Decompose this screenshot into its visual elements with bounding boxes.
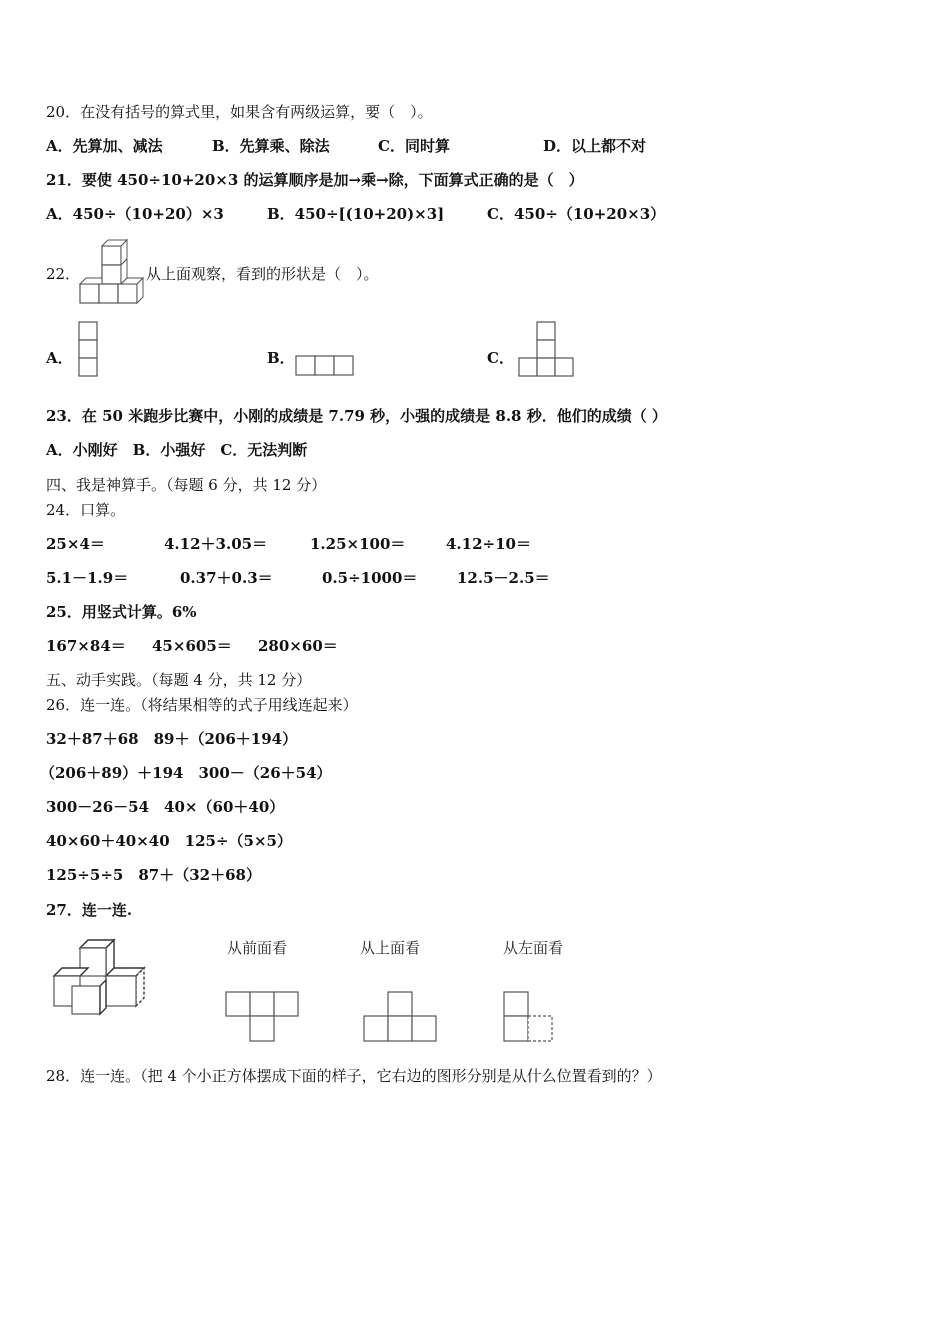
q20-stem: 20．在没有括号的算式里，如果含有两级运算，要（ ）。	[46, 103, 433, 121]
q26-row: 125÷5÷5 87＋（32＋68）	[46, 866, 261, 884]
q26-stem: 26．连一连。（将结果相等的式子用线连起来）	[46, 696, 358, 714]
q24-item: 12.5－2.5＝	[457, 569, 550, 587]
q25-stem: 25．用竖式计算。6%	[46, 603, 197, 621]
q22-stem: 从上面观察，看到的形状是（ ）。	[146, 265, 379, 283]
q24-item: 0.5÷1000＝	[322, 569, 418, 587]
q27-left-view-figure	[503, 990, 555, 1044]
q20-option-d: D．以上都不对	[543, 137, 647, 155]
q24-stem: 24．口算。	[46, 501, 126, 519]
q21-option-c: C．450÷（10+20×3）	[487, 205, 666, 223]
q23-stem: 23．在 50 米跑步比赛中，小刚的成绩是 7.79 秒，小强的成绩是 8.8 秒．他们的成绩（ ）	[46, 407, 667, 425]
q24-item: 25×4＝	[46, 535, 105, 553]
q27-cube-arrangement-figure	[50, 938, 152, 1018]
q26-row: 40×60＋40×40 125÷（5×5）	[46, 832, 292, 850]
q25-item: 45×605＝	[152, 637, 232, 655]
cube-stack	[80, 240, 143, 303]
q25-item: 167×84＝	[46, 637, 126, 655]
q22-option-b: B．	[267, 349, 295, 367]
section-4-heading: 四、我是神算手。（每题 6 分，共 12 分）	[46, 476, 327, 494]
q27-label-front: 从前面看	[227, 939, 288, 957]
q27-label-left: 从左面看	[503, 939, 564, 957]
q27-stem: 27．连一连.	[46, 901, 133, 919]
q27-top-view-figure	[363, 990, 439, 1044]
q23-options: A．小刚好 B．小强好 C．无法判断	[46, 441, 308, 459]
q22-cube-stack-figure	[78, 238, 146, 306]
q26-row: （206＋89）＋194 300－（26＋54）	[40, 764, 332, 782]
q22-option-c: C．	[487, 349, 514, 367]
q22-option-c-t-shape-squares	[518, 321, 576, 379]
q21-option-a: A．450÷（10+20）×3	[46, 205, 224, 223]
q20-option-c: C．同时算	[378, 137, 450, 155]
q26-row: 32＋87＋68 89＋（206＋194）	[46, 730, 298, 748]
q27-label-top: 从上面看	[360, 939, 421, 957]
q21-stem: 21．要使 450÷10+20×3 的运算顺序是加→乘→除，下面算式正确的是（ ）	[46, 171, 584, 189]
q22-option-a-vertical-three-squares	[78, 321, 98, 379]
q24-item: 4.12＋3.05＝	[164, 535, 268, 553]
q22-number: 22．	[46, 265, 81, 283]
q24-item: 1.25×100＝	[310, 535, 406, 553]
q28-stem: 28．连一连。（把 4 个小正方体摆成下面的样子，它右边的图形分别是从什么位置看到的？）	[46, 1067, 662, 1085]
q24-item: 4.12÷10＝	[446, 535, 531, 553]
q27-front-view-figure	[225, 990, 301, 1044]
q20-option-b: B．先算乘、除法	[212, 137, 330, 155]
q25-item: 280×60＝	[258, 637, 338, 655]
section-5-heading: 五、动手实践。（每题 4 分，共 12 分）	[46, 671, 312, 689]
q22-option-b-horizontal-three-squares	[295, 355, 355, 377]
q24-item: 0.37＋0.3＝	[180, 569, 273, 587]
q21-option-b: B．450÷[(10+20)×3]	[267, 205, 445, 223]
q20-option-a: A．先算加、减法	[46, 137, 163, 155]
q24-item: 5.1－1.9＝	[46, 569, 129, 587]
q22-option-a: A．	[46, 349, 73, 367]
q26-row: 300－26－54 40×（60＋40）	[46, 798, 285, 816]
